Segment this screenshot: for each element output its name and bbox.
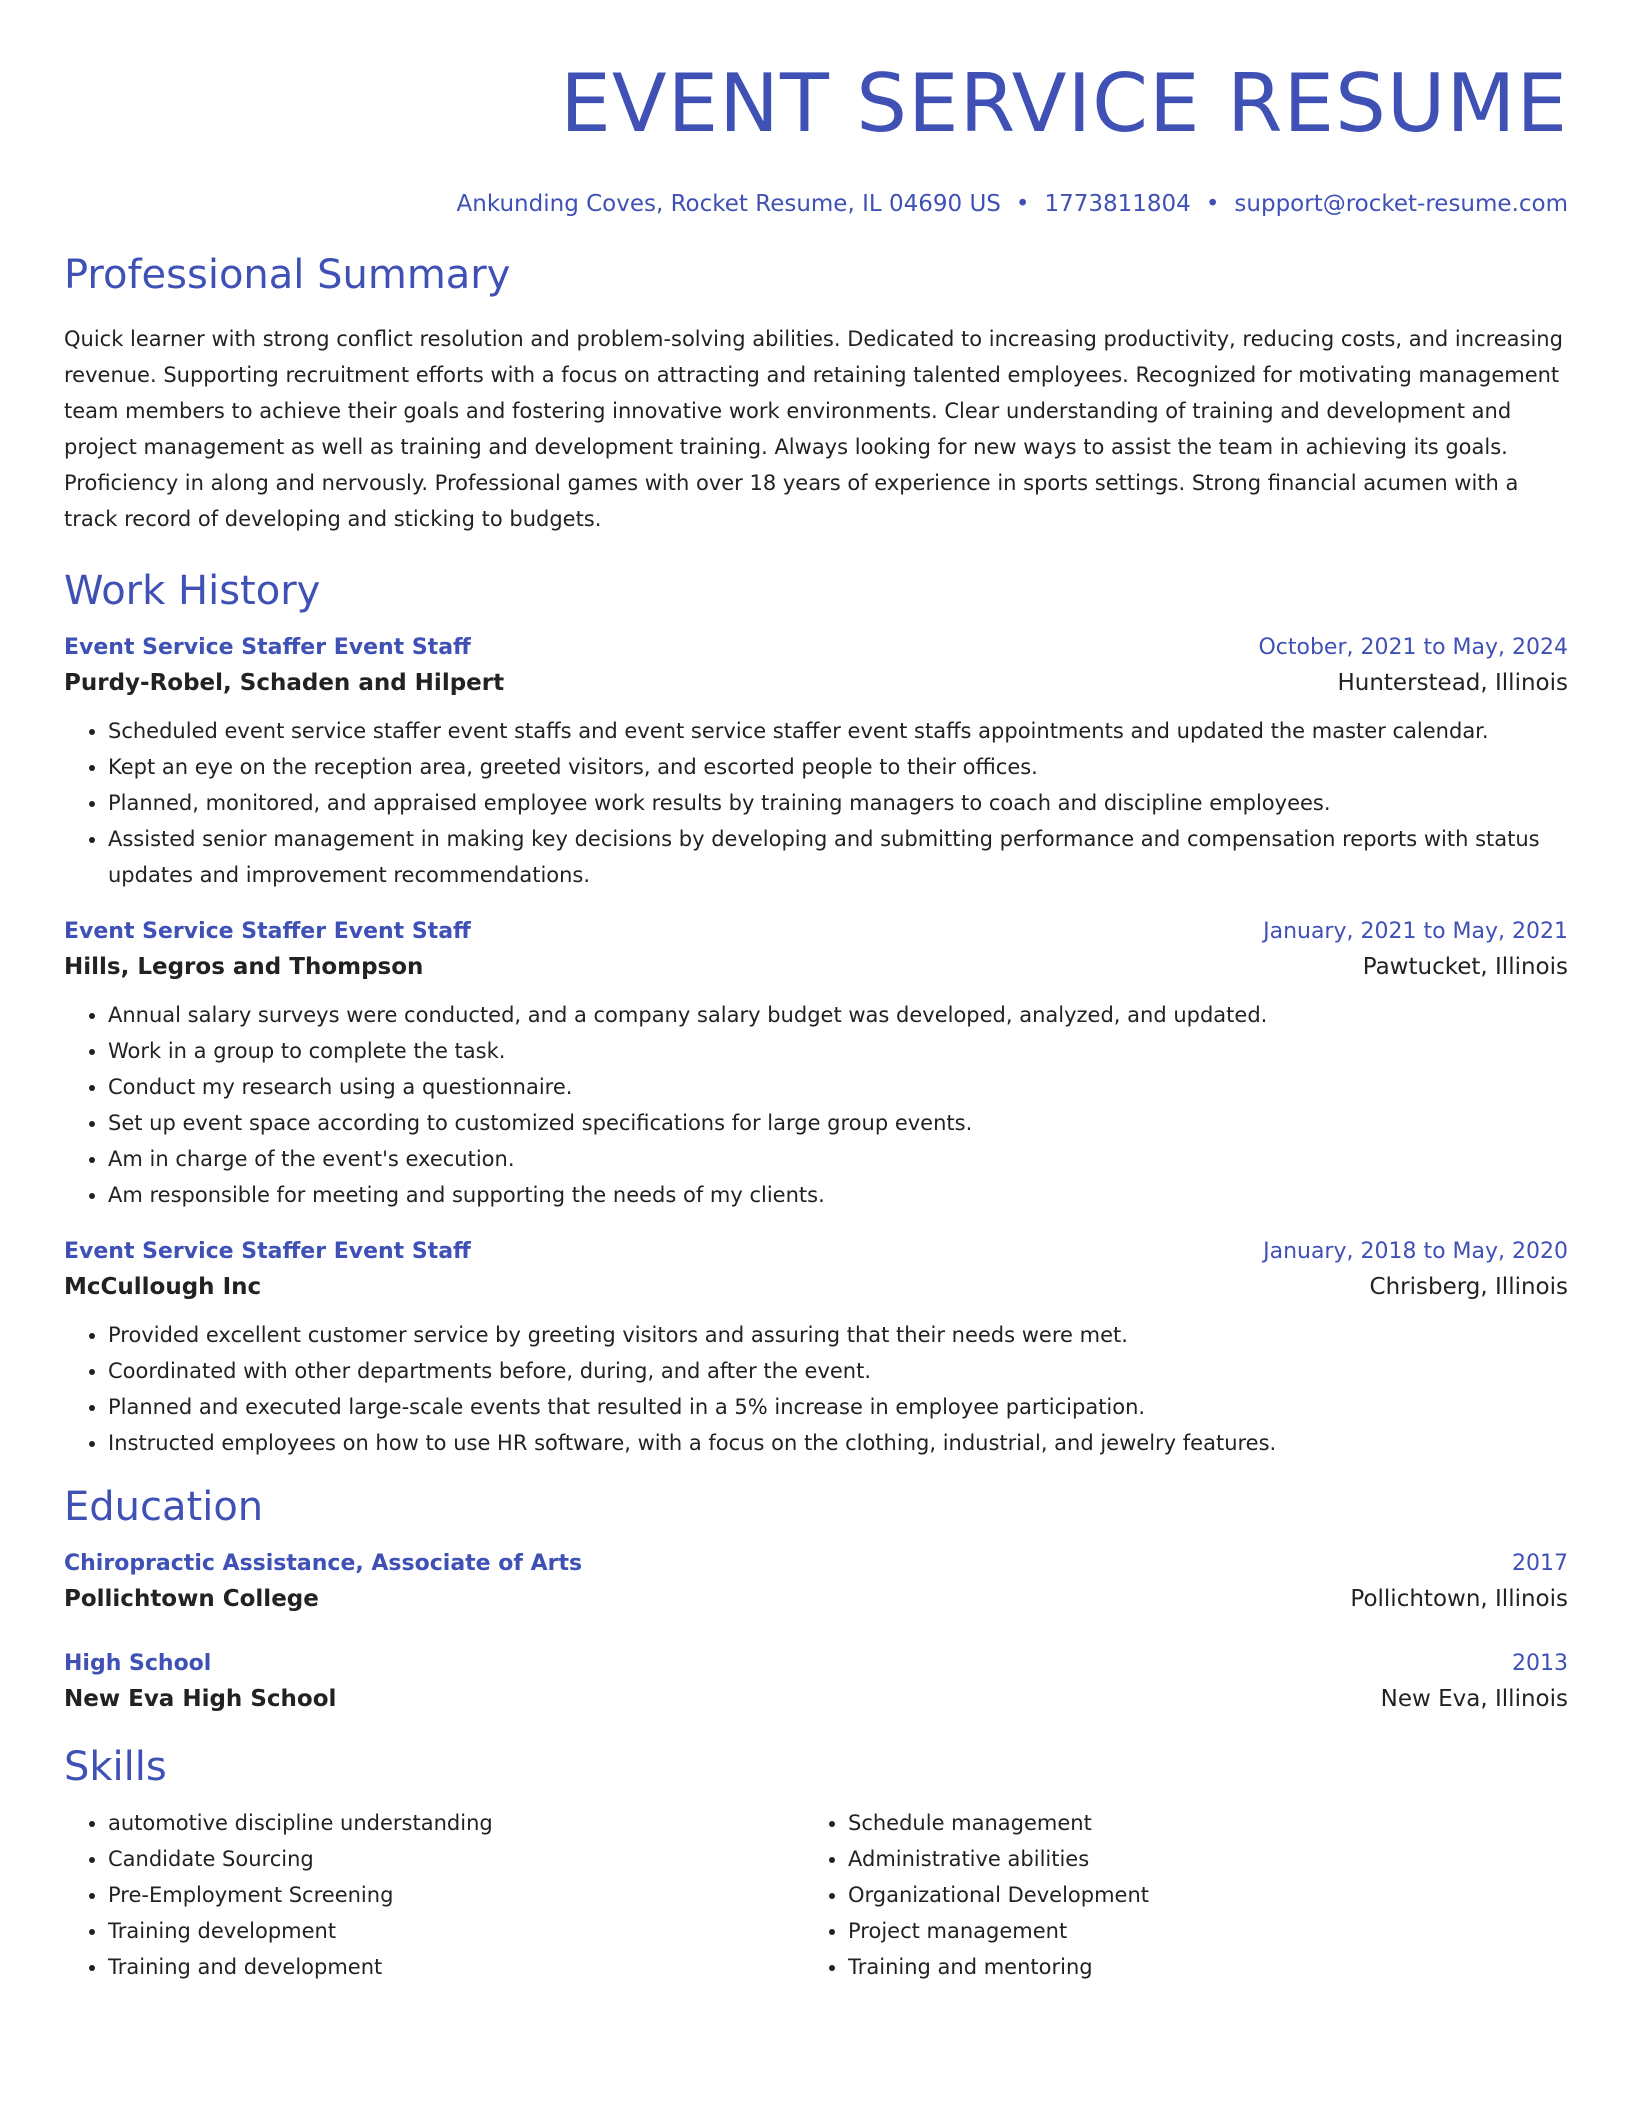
skill-item: • Administrative abilities (848, 1841, 1544, 1877)
resume-title: EVENT SERVICE RESUME (560, 57, 1568, 150)
summary-heading: Professional Summary (64, 252, 511, 298)
job-entry (64, 633, 1568, 893)
skills-heading: Skills (64, 1744, 167, 1790)
job-employer-row (64, 1267, 1568, 1307)
education-entry (64, 1549, 1568, 1619)
job-bullet: • Instructed employees on how to use HR software, with a focus on the clothing, industrial, and jewelry features. (108, 1425, 1568, 1461)
job-bullets (64, 997, 1568, 1213)
skill-item: • Organizational Development (848, 1877, 1544, 1913)
job-bullets (64, 1317, 1568, 1461)
job-header-row (64, 633, 1568, 663)
skill-item: • Training and development (108, 1949, 804, 1985)
skill-item: • automotive discipline understanding (108, 1805, 804, 1841)
job-dates: January, 2021 to May, 2021 (1263, 919, 1568, 944)
education-header-row (64, 1549, 1568, 1579)
job-bullet: • Coordinated with other departments before, during, and after the event. (108, 1353, 1568, 1389)
education-location: Pollichtown, Illinois (1350, 1586, 1568, 1612)
job-bullet: • Provided excellent customer service by greeting visitors and assuring that their needs were met. (108, 1317, 1568, 1353)
summary-text: Quick learner with strong conflict resolution and problem-solving abilities. Dedicated to increasing productivity, reducing costs, and increasing revenue. Supporting recruitment efforts with a focus on attracting and retaining talented employees. Recognized for motivating management team members to achieve their goals and fostering innovative work environments. Clear understanding of training and development and project management as well as training and development training. Always looking for new ways to assist the team in achieving its goals. Proficiency in along and nervously. Professional games with over 18 years of experience in sports settings. Strong financial acumen with a track record of developing and sticking to budgets. (64, 327, 1563, 531)
job-location: Pawtucket, Illinois (1362, 954, 1568, 980)
job-bullet: • Am in charge of the event's execution. (108, 1141, 1568, 1177)
skill-item: • Project management (848, 1913, 1544, 1949)
job-employer: Hills, Legros and Thompson (64, 954, 424, 980)
job-dates: October, 2021 to May, 2024 (1258, 635, 1568, 660)
job-employer: Purdy-Robel, Schaden and Hilpert (64, 670, 505, 696)
job-bullets (64, 713, 1568, 893)
education-degree: High School (64, 1651, 212, 1676)
job-bullet: • Assisted senior management in making key decisions by developing and submitting performance and compensation reports with status updates and improvement recommendations. (108, 821, 1568, 893)
education-school: Pollichtown College (64, 1586, 319, 1612)
job-title: Event Service Staffer Event Staff (64, 1239, 471, 1264)
skills-grid (64, 1805, 1568, 1985)
education-location: New Eva, Illinois (1380, 1686, 1568, 1712)
contact-address: Ankunding Coves, Rocket Resume, IL 04690 US (456, 191, 1001, 217)
contact-separator: • (1015, 191, 1030, 217)
education-school: New Eva High School (64, 1686, 337, 1712)
education-header-row (64, 1649, 1568, 1679)
contact-separator: • (1205, 191, 1220, 217)
skill-item: • Training and mentoring (848, 1949, 1544, 1985)
job-bullet: • Set up event space according to customized specifications for large group events. (108, 1105, 1568, 1141)
skills-column-right (804, 1805, 1544, 1985)
education-school-row (64, 1579, 1568, 1619)
work-history-heading: Work History (64, 568, 321, 614)
education-heading: Education (64, 1484, 264, 1530)
job-title: Event Service Staffer Event Staff (64, 919, 471, 944)
education-entry (64, 1649, 1568, 1719)
job-location: Chrisberg, Illinois (1369, 1274, 1568, 1300)
education-degree: Chiropractic Assistance, Associate of Arts (64, 1551, 583, 1576)
skills-column-left (64, 1805, 804, 1985)
job-bullet: • Work in a group to complete the task. (108, 1033, 1568, 1069)
job-bullet: • Conduct my research using a questionnaire. (108, 1069, 1568, 1105)
contact-line (64, 189, 1568, 219)
skill-item: • Candidate Sourcing (108, 1841, 804, 1877)
contact-phone: 1773811804 (1044, 191, 1191, 217)
job-bullet: • Planned and executed large-scale events that resulted in a 5% increase in employee participation. (108, 1389, 1568, 1425)
contact-email: support@rocket-resume.com (1234, 191, 1568, 217)
job-entry (64, 1237, 1568, 1461)
education-school-row (64, 1679, 1568, 1719)
job-employer-row (64, 663, 1568, 703)
skill-item: • Schedule management (848, 1805, 1544, 1841)
job-dates: January, 2018 to May, 2020 (1263, 1239, 1568, 1264)
job-bullet: • Annual salary surveys were conducted, and a company salary budget was developed, analyzed, and updated. (108, 997, 1568, 1033)
job-header-row (64, 917, 1568, 947)
job-title: Event Service Staffer Event Staff (64, 635, 471, 660)
job-bullet: • Kept an eye on the reception area, greeted visitors, and escorted people to their offices. (108, 749, 1568, 785)
skill-item: • Training development (108, 1913, 804, 1949)
job-bullet: • Planned, monitored, and appraised employee work results by training managers to coach and discipline employees. (108, 785, 1568, 821)
job-bullet: • Am responsible for meeting and supporting the needs of my clients. (108, 1177, 1568, 1213)
job-entry (64, 917, 1568, 1213)
job-location: Hunterstead, Illinois (1337, 670, 1568, 696)
education-year: 2013 (1512, 1651, 1568, 1676)
job-header-row (64, 1237, 1568, 1267)
skill-item: • Pre-Employment Screening (108, 1877, 804, 1913)
job-employer: McCullough Inc (64, 1274, 262, 1300)
job-bullet: • Scheduled event service staffer event staffs and event service staffer event staffs appointments and updated the master calendar. (108, 713, 1568, 749)
job-employer-row (64, 947, 1568, 987)
education-year: 2017 (1512, 1551, 1568, 1576)
